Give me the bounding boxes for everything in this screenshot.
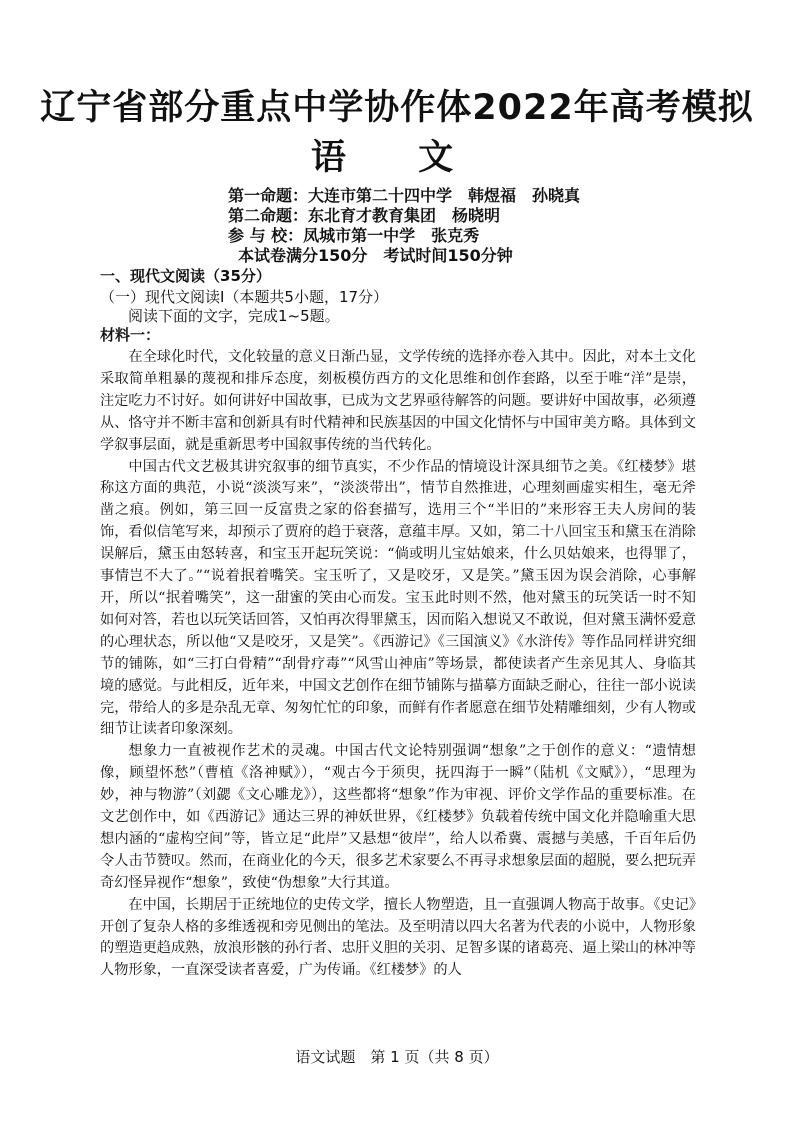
credits-block bbox=[228, 186, 728, 266]
page-footer: 语文试题 第 1 页（共 8 页） bbox=[295, 1048, 499, 1066]
part1-heading: 一、现代文阅读（35分） bbox=[100, 267, 271, 285]
paragraph: 想象力一直被视作艺术的灵魂。中国古代文论特别强调“想象”之于创作的意义：“遗情想像，顾望怀愁”（曹植《洛神赋》），“观古今于须臾，抚四海于一瞬”（陆机《文赋》），“思理为妙，神与物游”（刘勰《文心雕龙》），这些都将“想象”作为审视、评价文学作品的重要标准。在文艺创作中，如《西游记》通达三界的神妖世界，《红楼梦》负载着传统中国文化并隐喻重大思想内涵的“虚构空间”等，皆立足“此岸”又悬想“彼岸”，给人以希冀、震撼与美感，千百年后仍令人击节赞叹。然而，在商业化的今天，很多艺术家要么不再寻求想象层面的超脱，要么把玩弄奇幻怪异视作“想象”，致使“伪想象”大行其道。 bbox=[100, 743, 696, 891]
credit-line-school: 参 与 校：凤城市第一中学 张克秀 bbox=[228, 226, 480, 245]
credit-line-second: 第二命题：东北育才教育集团 杨晓明 bbox=[228, 206, 501, 225]
paragraph: 在全球化时代，文化较量的意义日渐凸显，文学传统的选择亦卷入其中。因此，对本土文化采取简单粗暴的蔑视和排斥态度，刻板模仿西方的文化思维和创作套路，以至于唯“洋”是崇，注定吃力不讨好。如何讲好中国故事，已成为文艺界亟待解答的问题。要讲好中国故事，必须遵从、恪守并不断丰富和创新具有时代精神和民族基因的中国文化情怀与中国审美方略。具体到文学叙事层面，就是重新思考中国叙事传统的当代转化。 bbox=[100, 349, 696, 453]
paragraph: 中国古代文艺极其讲究叙事的细节真实，不少作品的情境设计深具细节之美。《红楼梦》堪称这方面的典范，小说“淡淡写来”，“淡淡带出”，情节自然推进，心理刻画虚实相生，毫无斧凿之痕。例如，第三回一反富贵之家的俗套描写，选用三个“半旧的”来形容王夫人房间的装饰，看似信笔写来，却预示了贾府的趋于衰落，意蕴丰厚。又如，第二十八回宝玉和黛玉在消除误解后，黛玉由怒转喜，和宝玉开起玩笑说：“倘或明儿宝姑娘来，什么贝姑娘来，也得罪了，事情岂不大了。”“说着抿着嘴笑。宝玉听了，又是咬牙，又是笑。”黛玉因为误会消除，心事解开，所以“抿着嘴笑”，这一甜蜜的笑由心而发。宝玉此时则不然，他对黛玉的玩笑话一时不知如何对答，若也以玩笑话回答，又怕再次得罪黛玉，因而陷入想说又不敢说，但对黛玉满怀爱意的心理状态，所以他“又是咬牙，又是笑”。《西游记》《三国演义》《水浒传》等作品同样讲究细节的铺陈，如“三打白骨精”“刮骨疗毒”“风雪山神庙”等场景，都使读者产生亲见其人、身临其境的感觉。与此相反，近年来，中国文艺创作在细节铺陈与描摹方面缺乏耐心，往往一部小说读完，带给人的多是杂乱无章、匆匆忙忙的印象，而鲜有作者愿意在细节处精雕细刻，少有人物或细节让读者印象深刻。 bbox=[100, 458, 696, 738]
article-body bbox=[100, 347, 696, 982]
subject-title: 语 文 bbox=[310, 138, 484, 178]
exam-title: 辽宁省部分重点中学协作体2022年高考模拟 bbox=[40, 88, 754, 128]
part1-subheading: （一）现代文阅读Ⅰ（本题共5小题，17分） bbox=[100, 288, 389, 306]
credit-line-first: 第一命题：大连市第二十四中学 韩煜福 孙晓真 bbox=[228, 186, 581, 205]
material-label: 材料一： bbox=[100, 326, 161, 344]
instruction: 阅读下面的文字，完成1~5题。 bbox=[128, 307, 340, 325]
exam-info: 本试卷满分150分 考试时间150分钟 bbox=[238, 246, 513, 265]
paragraph: 在中国，长期居于正统地位的史传文学，擅长人物塑造，且一直强调人物高于故事。《史记》开创了复杂人格的多维透视和旁见侧出的笔法。及至明清以四大名著为代表的小说中，人物形象的塑造更趋成熟，放浪形骸的孙行者、忠肝义胆的关羽、足智多谋的诸葛亮、逼上梁山的林冲等人物形象，一直深受读者喜爱，广为传诵。《红楼梦》的人 bbox=[100, 896, 696, 979]
